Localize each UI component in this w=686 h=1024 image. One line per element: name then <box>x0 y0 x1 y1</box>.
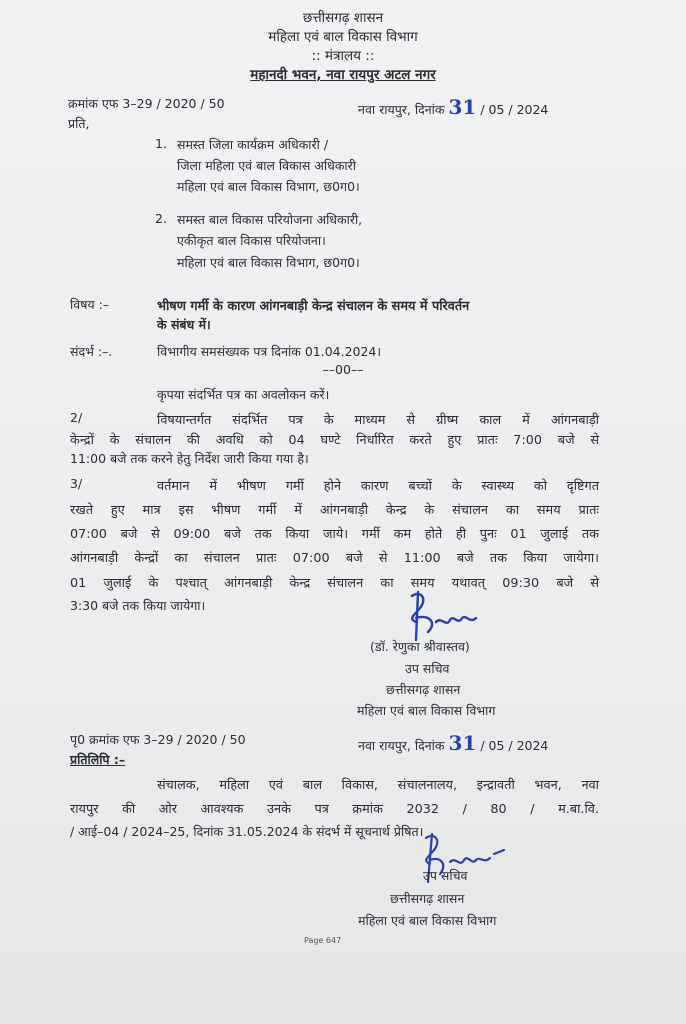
separator: ––00–– <box>322 362 364 377</box>
para-2-line-2: केन्द्रों के संचालन की अवधि को 04 घण्टे निर्धारित करते हुए प्रातः 7:00 बजे से <box>70 433 599 448</box>
signatory-designation: उप सचिव <box>405 661 450 676</box>
page-number: Page 647 <box>304 936 342 945</box>
signatory-govt: छत्तीसगढ़ शासन <box>386 682 461 697</box>
para-2-line-3: 11:00 बजे तक करने हेतु निर्देश जारी किया गया है। <box>70 451 309 466</box>
header-ministry: :: मंत्रालय :: <box>311 48 375 64</box>
recipient-1-number: 1. <box>155 136 167 151</box>
copy-line-1: संचालक, महिला एवं बाल विकास, संचालनालय, इन्द्रावती भवन, नवा <box>157 778 599 793</box>
recipient-2-line-3: महिला एवं बाल विकास विभाग, छ0ग0। <box>177 255 360 270</box>
subject-line-1: भीषण गर्मी के कारण आंगनबाड़ी केन्द्र संचालन के समय में परिवर्तन <box>157 299 470 314</box>
place-date-prefix: नवा रायपुर, दिनांक <box>358 102 445 117</box>
endorsement-govt: छत्तीसगढ़ शासन <box>390 891 465 906</box>
to-label: प्रति, <box>68 116 90 131</box>
para-3-line-4: आंगनबाड़ी केन्द्रों का संचालन प्रातः 07:00 बजे से 11:00 बजे तक किया जायेगा। <box>70 551 599 566</box>
signatory-name: (डॉ. रेणुका श्रीवास्तव) <box>370 639 470 654</box>
recipient-1-line-3: महिला एवं बाल विकास विभाग, छ0ग0। <box>177 179 360 194</box>
para-1: कृपया संदर्भित पत्र का अवलोकन करें। <box>157 387 330 402</box>
handwritten-endorsement-day: 31 <box>448 731 477 755</box>
endorsement-date-rest: / 05 / 2024 <box>480 738 549 753</box>
header-dept: महिला एवं बाल विकास विभाग <box>268 29 418 45</box>
recipient-2-line-2: एकीकृत बाल विकास परियोजना। <box>177 233 326 248</box>
para-3-line-1: वर्तमान में भीषण गर्मी होने कारण बच्चों के स्वास्थ्य को दृष्टिगत <box>157 479 599 494</box>
copy-label: प्रतिलिपि :– <box>70 752 126 767</box>
place-date <box>358 95 548 119</box>
date-rest: / 05 / 2024 <box>480 102 549 117</box>
endorsement-place-date <box>358 731 548 755</box>
recipient-1-line-2: जिला महिला एवं बाल विकास अधिकारी <box>177 158 357 173</box>
letter-number: क्रमांक एफ 3–29 / 2020 / 50 <box>68 96 225 111</box>
recipient-2-line-1: समस्त बाल विकास परियोजना अधिकारी, <box>177 212 363 227</box>
endorsement-dept: महिला एवं बाल विकास विभाग <box>358 913 497 928</box>
endorsement-number: पृ0 क्रमांक एफ 3–29 / 2020 / 50 <box>70 732 246 747</box>
copy-line-3: / आई–04 / 2024–25, दिनांक 31.05.2024 के संदर्भ में सूचनार्थ प्रेषित। <box>70 824 424 839</box>
recipient-1-line-1: समस्त जिला कार्यक्रम अधिकारी / <box>177 137 329 152</box>
para-3-number: 3/ <box>70 476 83 491</box>
para-3-line-2: रखते हुए मात्र इस भीषण गर्मी में आंगनबाड़ी केन्द्र के संचालन का समय प्रातः <box>70 503 599 518</box>
para-3-line-6: 3:30 बजे तक किया जायेगा। <box>70 598 206 613</box>
subject-label: विषय :– <box>70 297 110 312</box>
para-3-line-5: 01 जुलाई के पश्चात् आंगनबाड़ी केन्द्र संचालन का समय यथावत् 09:30 बजे से <box>70 576 599 591</box>
recipient-2-number: 2. <box>155 211 167 226</box>
header-govt: छत्तीसगढ़ शासन <box>302 10 384 26</box>
para-2-number: 2/ <box>70 410 83 425</box>
header-address: महानदी भवन, नवा रायपुर अटल नगर <box>250 67 436 83</box>
handwritten-date-day: 31 <box>448 95 477 119</box>
endorsement-designation: उप सचिव <box>423 868 468 883</box>
copy-line-2: रायपुर की ओर आवश्यक उनके पत्र क्रमांक 2032 / 80 / म.बा.वि. <box>70 802 599 817</box>
subject-line-2: के संबंध में। <box>157 317 211 332</box>
para-3-line-3: 07:00 बजे से 09:00 बजे तक किया जाये। गर्मी कम होते ही पुनः 01 जुलाई तक <box>70 527 599 542</box>
signatory-dept: महिला एवं बाल विकास विभाग <box>357 703 496 718</box>
reference-label: संदर्भ :–. <box>70 344 113 359</box>
para-2-line-1: विषयान्तर्गत संदर्भित पत्र के माध्यम से ग्रीष्म काल में आंगनबाड़ी <box>157 413 599 428</box>
endorsement-date-prefix: नवा रायपुर, दिनांक <box>358 738 445 753</box>
reference-text: विभागीय समसंख्यक पत्र दिनांक 01.04.2024। <box>157 344 382 359</box>
